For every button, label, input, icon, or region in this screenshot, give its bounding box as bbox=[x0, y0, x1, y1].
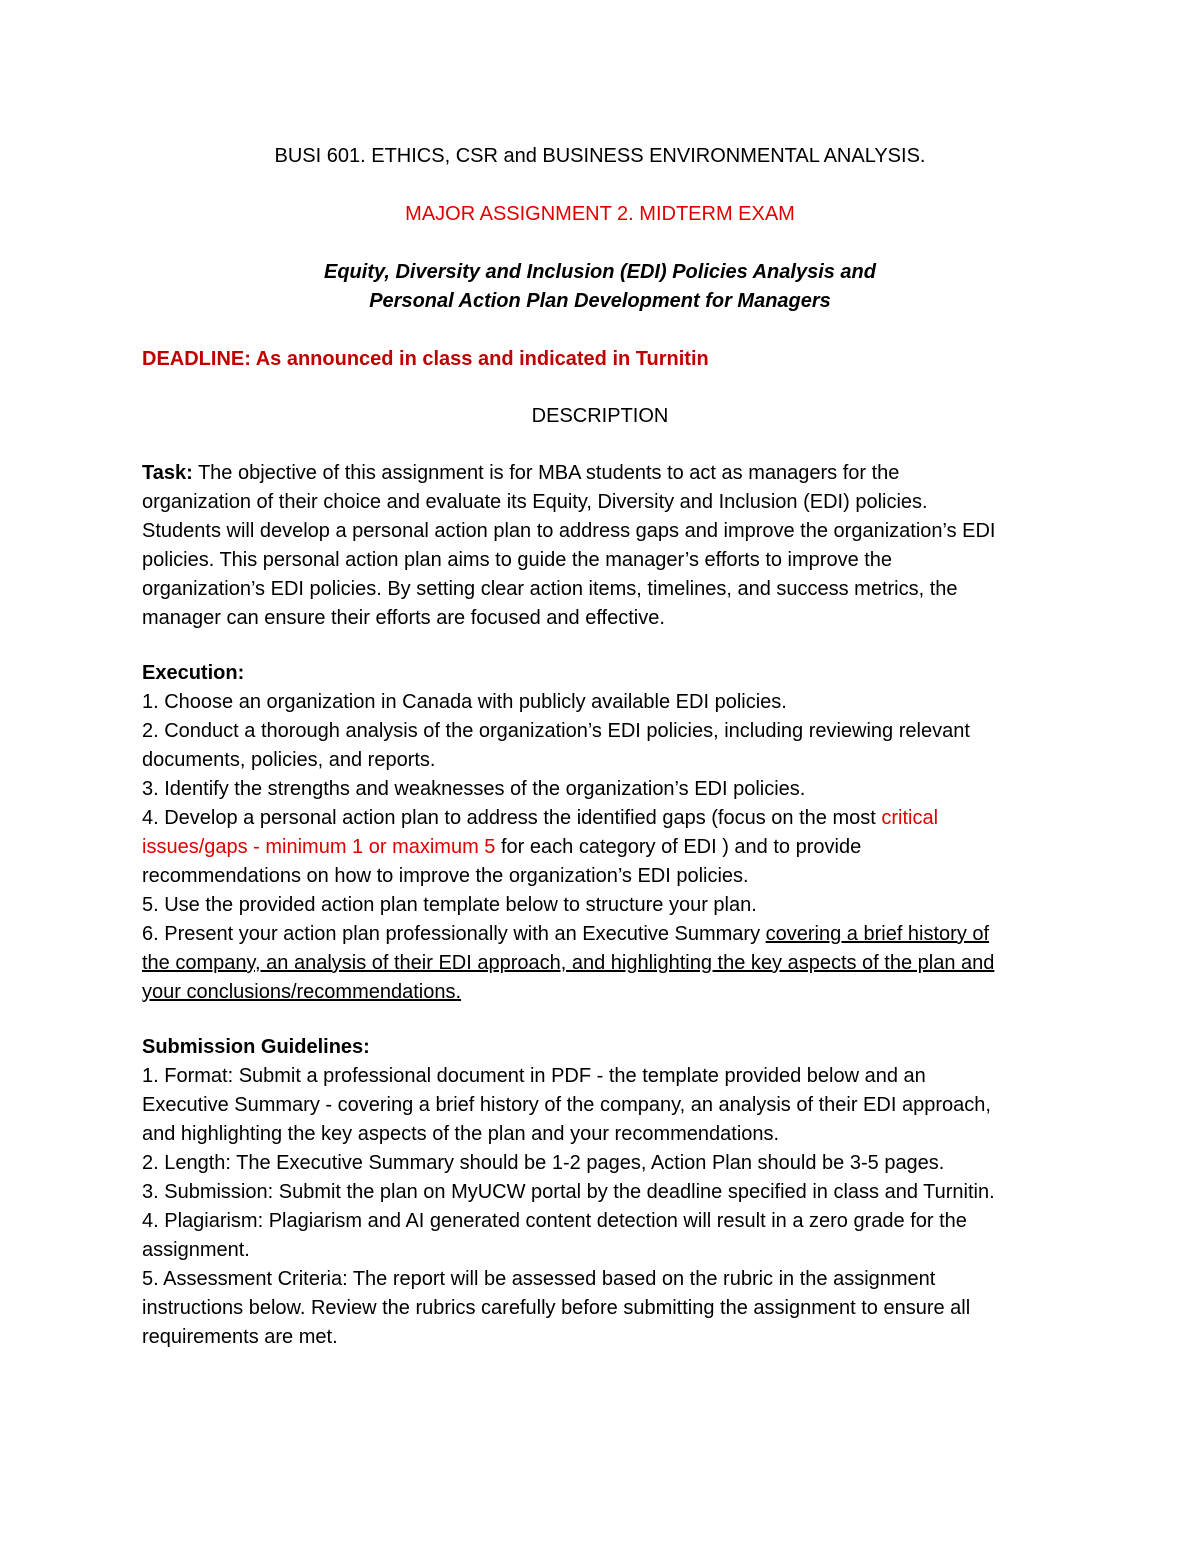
description-heading: DESCRIPTION bbox=[531, 405, 669, 427]
execution-item-6a-underlined: covering a brief history of bbox=[765, 923, 990, 945]
task-line-2: organization of their choice and evaluate its Equity, Diversity and Inclusion (EDI) policies. bbox=[142, 491, 928, 513]
execution-item-4b-text: for each category of EDI ) and to provide bbox=[495, 836, 862, 858]
execution-item-4a bbox=[142, 804, 1072, 833]
subtitle-line-1: Equity, Diversity and Inclusion (EDI) Policies Analysis and bbox=[324, 261, 876, 283]
execution-item-4b-highlight: issues/gaps - minimum 1 or maximum 5 bbox=[142, 836, 496, 858]
submission-line-7: assignment. bbox=[142, 1239, 250, 1261]
execution-item-6a-text: 6. Present your action plan professionally with an Executive Summary bbox=[142, 923, 766, 945]
submission-line-9: instructions below. Review the rubrics carefully before submitting the assignment to ensure all bbox=[142, 1297, 971, 1319]
execution-item-4b bbox=[142, 833, 1072, 862]
submission-section bbox=[142, 1033, 1072, 1352]
submission-line-5: 3. Submission: Submit the plan on MyUCW portal by the deadline specified in class and Turnitin. bbox=[142, 1181, 995, 1203]
task-line-3: Students will develop a personal action plan to address gaps and improve the organization’s EDI bbox=[142, 520, 996, 542]
task-section bbox=[142, 459, 1072, 633]
task-text: The objective of this assignment is for MBA students to act as managers for the bbox=[192, 462, 900, 484]
execution-item-1: 1. Choose an organization in Canada with publicly available EDI policies. bbox=[142, 691, 787, 713]
submission-line-8: 5. Assessment Criteria: The report will be assessed based on the rubric in the assignment bbox=[142, 1268, 936, 1290]
task-label: Task: bbox=[142, 462, 193, 484]
task-line-4: policies. This personal action plan aims to guide the manager’s efforts to improve the bbox=[142, 549, 893, 571]
execution-item-3: 3. Identify the strengths and weaknesses of the organization’s EDI policies. bbox=[142, 778, 806, 800]
deadline-notice: DEADLINE: As announced in class and indicated in Turnitin bbox=[142, 348, 709, 370]
task-line-5: organization’s EDI policies. By setting clear action items, timelines, and success metrics, the bbox=[142, 578, 958, 600]
execution-heading: Execution: bbox=[142, 662, 245, 684]
course-title: BUSI 601. ETHICS, CSR and BUSINESS ENVIRONMENTAL ANALYSIS. bbox=[274, 145, 926, 167]
execution-item-2b: documents, policies, and reports. bbox=[142, 749, 436, 771]
submission-line-6: 4. Plagiarism: Plagiarism and AI generated content detection will result in a zero grade for the bbox=[142, 1210, 967, 1232]
task-line-6: manager can ensure their efforts are focused and effective. bbox=[142, 607, 665, 629]
execution-item-4a-highlight: critical bbox=[881, 807, 939, 829]
execution-item-4a-text: 4. Develop a personal action plan to address the identified gaps (focus on the most bbox=[142, 807, 882, 829]
execution-item-5: 5. Use the provided action plan template below to structure your plan. bbox=[142, 894, 757, 916]
execution-item-6c: your conclusions/recommendations. bbox=[142, 981, 462, 1003]
submission-line-10: requirements are met. bbox=[142, 1326, 338, 1348]
task-line-1 bbox=[142, 459, 1072, 488]
execution-item-2a: 2. Conduct a thorough analysis of the organization’s EDI policies, including reviewing relevant bbox=[142, 720, 970, 742]
submission-line-1: 1. Format: Submit a professional document in PDF - the template provided below and an bbox=[142, 1065, 926, 1087]
subtitle-line-2: Personal Action Plan Development for Managers bbox=[369, 290, 831, 312]
execution-item-6b: the company, an analysis of their EDI approach, and highlighting the key aspects of the plan and bbox=[142, 952, 995, 974]
execution-section bbox=[142, 659, 1072, 1007]
submission-heading: Submission Guidelines: bbox=[142, 1036, 370, 1058]
submission-line-3: and highlighting the key aspects of the plan and your recommendations. bbox=[142, 1123, 780, 1145]
execution-item-4c: recommendations on how to improve the organization’s EDI policies. bbox=[142, 865, 749, 887]
assignment-title: MAJOR ASSIGNMENT 2. MIDTERM EXAM bbox=[405, 203, 795, 225]
submission-line-4: 2. Length: The Executive Summary should be 1-2 pages, Action Plan should be 3-5 pages. bbox=[142, 1152, 945, 1174]
submission-line-2: Executive Summary - covering a brief history of the company, an analysis of their EDI approach, bbox=[142, 1094, 991, 1116]
execution-item-6a bbox=[142, 920, 1072, 949]
